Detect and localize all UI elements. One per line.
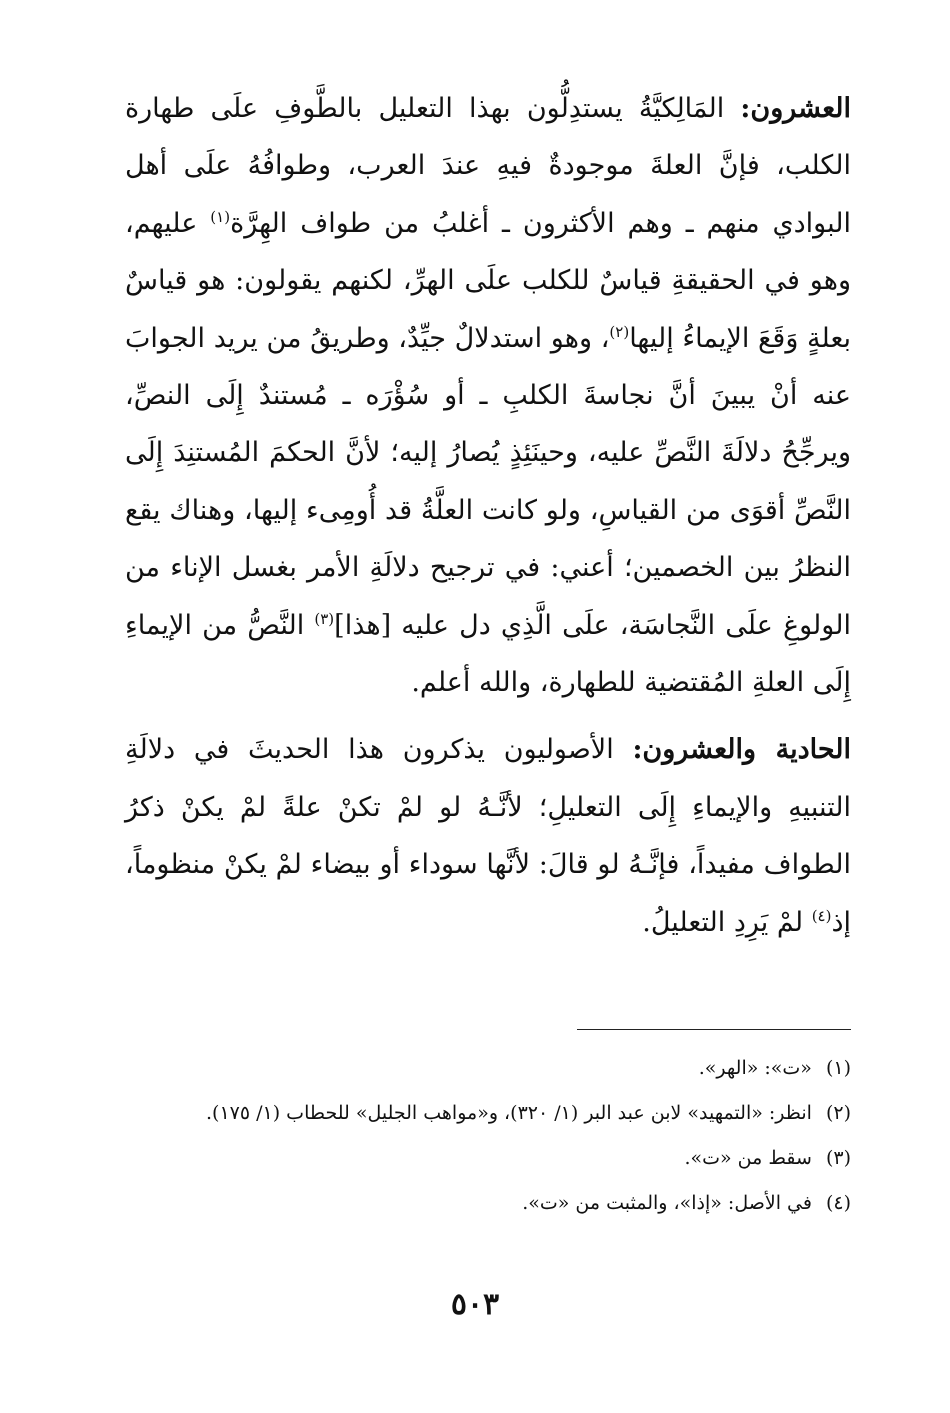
- paragraph-heading: الحادية والعشرون:: [632, 734, 851, 766]
- text-line: التنبيهِ والإيماءِ إِلَى التعليلِ؛ لأنَّـهُ لو لمْ تكنْ علةً لمْ يكنْ ذكرُ الطواف: [125, 791, 851, 881]
- text-line: النَّصِّ عليه، وحينَئِذٍ يُصارُ إليه؛ لأنَّ الحكمَ المُستنِدَ إِلَى النَّصِّ أقوَى: [125, 437, 852, 526]
- text-line: عليهم، وهو في: [125, 207, 851, 297]
- paragraph-heading: العشرون:: [740, 93, 851, 124]
- footnote-marker[interactable]: (٢): [609, 322, 630, 341]
- text-line: يبينَ أنَّ نجاسةَ الكلبِ ـ أو سُؤْرَه ـ مُستندٌ إِلَى النصِّ، ويرجِّحُ دلالَةَ: [125, 380, 851, 469]
- footnote-number: (٣): [825, 1147, 851, 1169]
- text-line: من القياسِ، ولو كانت العلَّةُ قد أُومِىء إليها، وهناك يقع النظرُ بين: [125, 494, 851, 584]
- text-line: لمْ: [776, 906, 804, 938]
- footnote-text: في الأصل: «إذا»، والمثبت من «ت».: [522, 1192, 812, 1214]
- paragraph-twentieth: [125, 80, 851, 711]
- footnote-marker[interactable]: (١): [210, 207, 231, 226]
- footnote-item: [125, 1136, 851, 1181]
- footnotes-section: [125, 1046, 851, 1226]
- page-number: ٥٠٣: [450, 1287, 500, 1322]
- footnote-number: (٤): [825, 1192, 851, 1214]
- footnote-marker[interactable]: (٣): [314, 609, 335, 628]
- footnote-marker[interactable]: (٤): [811, 906, 832, 925]
- text-line: الخصمين؛ أعني: في ترجيح دلالَةِ الأمر بغسل الإناء من الولوغِ علَى: [125, 552, 851, 641]
- text-line: ، وهو استدلالٌ جيِّدٌ، وطريقُ من يريد الجوابَ عنه أنْ: [125, 322, 851, 412]
- text-line: المُقتضية للطهارة، والله أعلم.: [411, 667, 744, 699]
- text-line: النَّجاسَة، علَى الَّذِي دل عليه [هذا]: [334, 609, 716, 641]
- footnote-text: انظر: «التمهيد» لابن عبد البر (١/ ٣٢٠)، و«مواهب الجليل» للحطاب (١/ ١٧٥).: [205, 1102, 812, 1124]
- text-line: مفيداً، فإنَّـهُ لو قالَ: لأنَّها سوداء أو بيضاء لمْ يكنْ منظوماً، إذ: [125, 849, 851, 938]
- text-line: الحقيقةِ قياسٌ للكلب علَى الهرِّ، لكنهم يقولون: هو قياسٌ بعلةٍ وَقَعَ: [125, 265, 851, 354]
- footnote-item: [125, 1091, 851, 1136]
- main-text: [125, 80, 851, 951]
- text-line: الأصوليون يذكرون هذا الحديثَ في دلالَةِ: [125, 734, 614, 766]
- footnote-item: [125, 1181, 851, 1226]
- footnote-number: (١): [825, 1057, 851, 1079]
- text-line: الإيماءُ إليها: [629, 322, 750, 354]
- footnote-text: «ت»: «الهر».: [698, 1057, 812, 1079]
- footnote-number: (٢): [825, 1102, 851, 1124]
- text-line: الكلب، فإنَّ العلةَ موجودةٌ فيهِ عندَ العرب، وطوافُهُ علَى أهل البوادي: [125, 150, 851, 239]
- paragraph-twenty-first: [125, 721, 851, 951]
- footnote-item: [125, 1046, 851, 1091]
- footnote-text: سقط من «ت».: [684, 1147, 812, 1169]
- text-line: منهم ـ وهم الأكثرون ـ أغلبُ من طواف الهِرَّة: [230, 207, 760, 239]
- text-line: النَّصُّ من الإيماءِ إِلَى العلةِ: [125, 609, 851, 699]
- footnote-separator: [577, 1029, 851, 1030]
- text-line: يَرِدِ التعليلُ.: [642, 906, 769, 938]
- text-line: المَالِكيَّةُ يستدِلُّون بهذا التعليل بالطَّوفِ علَى طهارة: [125, 93, 725, 124]
